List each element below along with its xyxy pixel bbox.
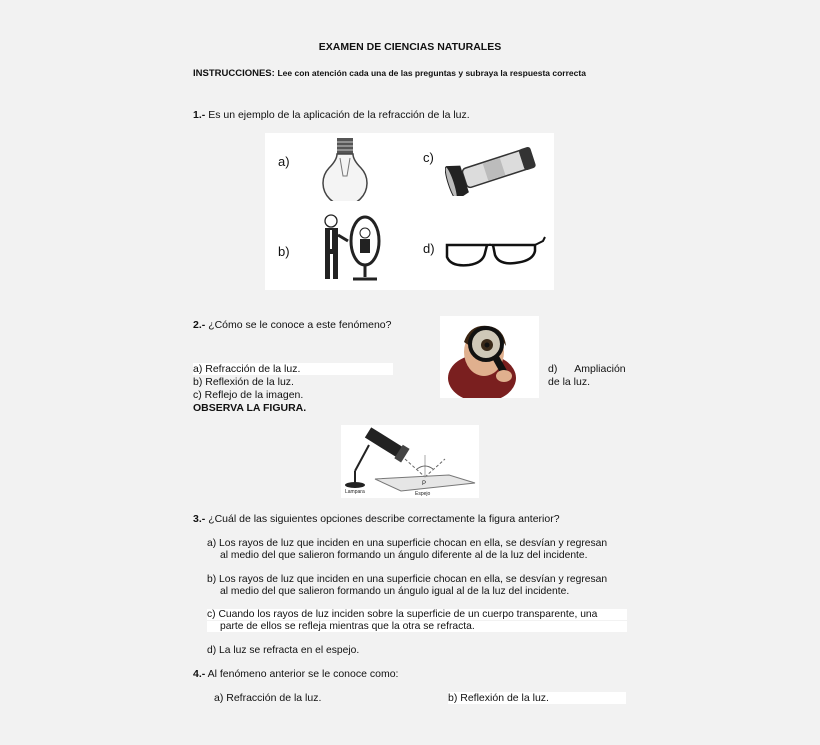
question-3-option-c-line2: parte de ellos se refleja mientras que la otra se refracta. [207,621,627,632]
magnifying-glass-icon [440,316,539,398]
question-3-text: ¿Cuál de las siguientes opciones describe correctamente la figura anterior? [208,513,560,525]
question-3-option-a-line2: al medio del que salieron formando un ángulo diferente al de la luz del incidente. [220,550,588,561]
question-1-number: 1.- [193,109,206,121]
observe-figure-label: OBSERVA LA FIGURA. [193,402,307,414]
question-3 [193,513,560,525]
question-4-option-a: a) Refracción de la luz. [214,692,322,704]
question-3-number: 3.- [193,513,206,525]
option-c-label: c) [423,150,434,165]
question-1-image-panel [265,133,554,290]
question-2-text: ¿Cómo se le conoce a este fenómeno? [208,319,392,331]
instructions-label: INSTRUCCIONES: [193,68,275,79]
option-a-label: a) [278,154,290,169]
exam-title: EXAMEN DE CIENCIAS NATURALES [318,41,502,53]
mirror-icon [313,211,388,286]
question-2-option-d-line2: de la luz. [548,376,591,388]
light-bulb-icon [315,136,375,201]
question-3-option-d: d) La luz se refracta en el espejo. [207,645,360,656]
question-1-text: Es un ejemplo de la aplicación de la refracción de la luz. [208,109,470,121]
instructions [193,68,586,79]
flashlight-icon [445,141,545,196]
question-4-number: 4.- [193,668,206,680]
question-4-text: Al fenómeno anterior se le conoce como: [207,668,399,680]
lamp-label: Lampara [345,489,365,495]
glasses-icon [443,233,548,273]
question-2 [193,319,391,331]
lamp-mirror-diagram [341,425,479,498]
question-4 [193,668,398,680]
question-3-option-b-line1: b) Los rayos de luz que inciden en una superficie chocan en ella, se desvían y regresan [207,574,608,585]
question-2-option-a: a) Refracción de la luz. [193,363,393,375]
question-4-option-b: b) Reflexión de la luz. [448,692,626,704]
question-1 [193,109,470,121]
question-2-option-c: c) Reflejo de la imagen. [193,389,304,401]
instructions-text: Lee con atención cada una de las preguntas y subraya la respuesta correcta [277,68,586,78]
mirror-label: Espejo [415,491,431,497]
question-2-number: 2.- [193,319,206,331]
question-3-option-b-line2: al medio del que salieron formando un ángulo igual al de la luz del incidente. [220,586,570,597]
magnifying-glass-photo [440,316,539,398]
question-2-option-b: b) Reflexión de la luz. [193,376,294,388]
question-3-option-c-line1: c) Cuando los rayos de luz inciden sobre la superficie de un cuerpo transparente, una [207,609,627,620]
option-b-label: b) [278,244,290,259]
question-2-option-d-line1: d) Ampliación [548,363,626,375]
question-3-option-a-line1: a) Los rayos de luz que inciden en una superficie chocan en ella, se desvían y regresan [207,538,608,549]
option-d-label: d) [423,241,435,256]
point-label: P [422,481,427,487]
reflection-figure [341,425,479,498]
